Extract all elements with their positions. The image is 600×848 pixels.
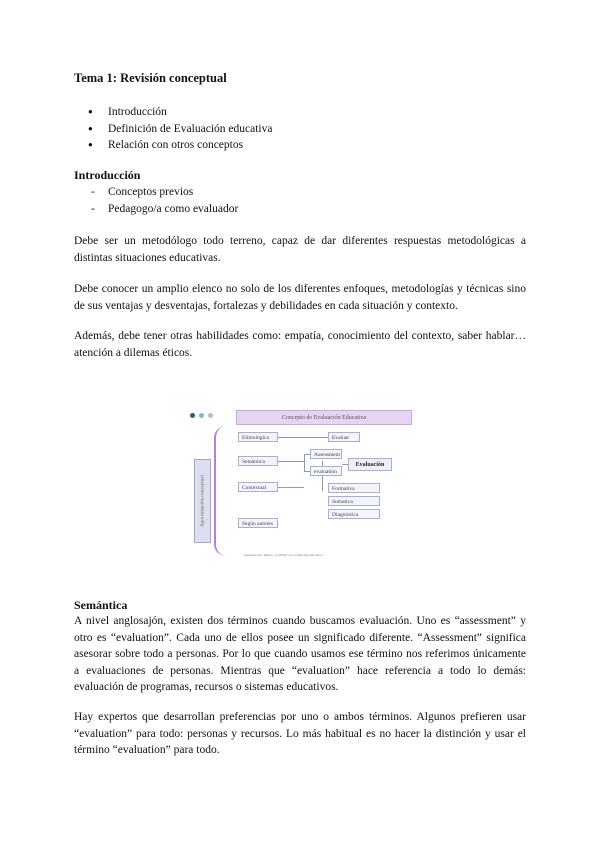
diagram-vertical-label: Aproximación conceptual bbox=[194, 459, 211, 543]
paragraph: A nivel anglosajón, existen dos términos cuando buscamos evaluación. Uno es “assessment” y otro es “evaluation”. Cada uno de ellos posee un significado diferente. “Assessment” significa asesorar sobre todo a personas. Por lo que cuando usamos ese término nos referimos únicamente a evaluaciones de personas. Mientras que “evaluation” hace referencia a todo lo demás: evaluación de programas, recursos o sistemas educativos. bbox=[74, 615, 526, 693]
diagram-node-sumativa: Sumativa bbox=[328, 496, 380, 506]
section-heading-semantica: Semántica bbox=[74, 598, 128, 612]
diagram-node-evaluar: Evaluar bbox=[328, 432, 360, 442]
list-item: - Pedagogo/a como evaluador bbox=[88, 201, 238, 218]
list-item: ● Introducción bbox=[88, 104, 272, 121]
list-item: - Conceptos previos bbox=[88, 184, 238, 201]
diagram-node-autores: Según autores bbox=[238, 518, 278, 528]
dot-icon bbox=[199, 413, 204, 418]
intro-list bbox=[88, 184, 238, 217]
diagram-brace bbox=[214, 426, 238, 556]
diagram-connector bbox=[278, 461, 304, 462]
concept-diagram bbox=[190, 406, 412, 562]
paragraph: Debe ser un metodólogo todo terreno, capaz de dar diferentes respuestas metodológicas a distintas situaciones educativas. bbox=[74, 235, 526, 264]
paragraph: Además, debe tener otras habilidades como: empatía, conocimiento del contexto, saber hablar… atención a dilemas éticos. bbox=[74, 330, 526, 359]
diagram-node-assessment: Assessment bbox=[310, 449, 342, 459]
diagram-connector bbox=[304, 454, 305, 471]
diagram-node-semantica: Semántica bbox=[238, 456, 278, 466]
diagram-connector bbox=[278, 437, 328, 438]
diagram-node-etimologica: Etimológica bbox=[238, 432, 278, 442]
diagram-node-formativa: Formativa bbox=[328, 483, 380, 493]
page-title: Tema 1: Revisión conceptual bbox=[74, 71, 227, 85]
paragraph: Hay expertos que desarrollan preferencias por uno o ambos términos. Algunos prefieren usar “evaluation” para todo: personas y recursos. Lo más habitual es no hacer la distinción y usar el término “evaluation” para todo. bbox=[74, 711, 526, 756]
diagram-header: Concepto de Evaluación Educativa bbox=[236, 410, 412, 425]
dot-icon bbox=[208, 413, 213, 418]
dot-icon bbox=[190, 413, 195, 418]
list-item: ● Relación con otros conceptos bbox=[88, 137, 272, 154]
diagram-node-contextual: Contextual bbox=[238, 482, 278, 492]
diagram-result-evaluacion: Evaluación bbox=[348, 458, 392, 471]
list-item: ● Definición de Evaluación educativa bbox=[88, 121, 272, 138]
diagram-caption: Adaptado de: Mateo, J. (2000). La evaluación educativa. bbox=[244, 553, 324, 557]
section-heading-introduccion: Introducción bbox=[74, 168, 141, 182]
paragraph: Debe conocer un amplio elenco no solo de los diferentes enfoques, metodologías y técnicas sino de sus ventajas y desventajas, fortalezas y debilidades en cada situación y contexto. bbox=[74, 283, 526, 312]
diagram-connector bbox=[278, 487, 304, 488]
diagram-node-evaluation: evaluation bbox=[310, 466, 342, 476]
diagram-node-diagnostica: Diagnóstica bbox=[328, 509, 380, 519]
topic-list bbox=[88, 104, 272, 154]
